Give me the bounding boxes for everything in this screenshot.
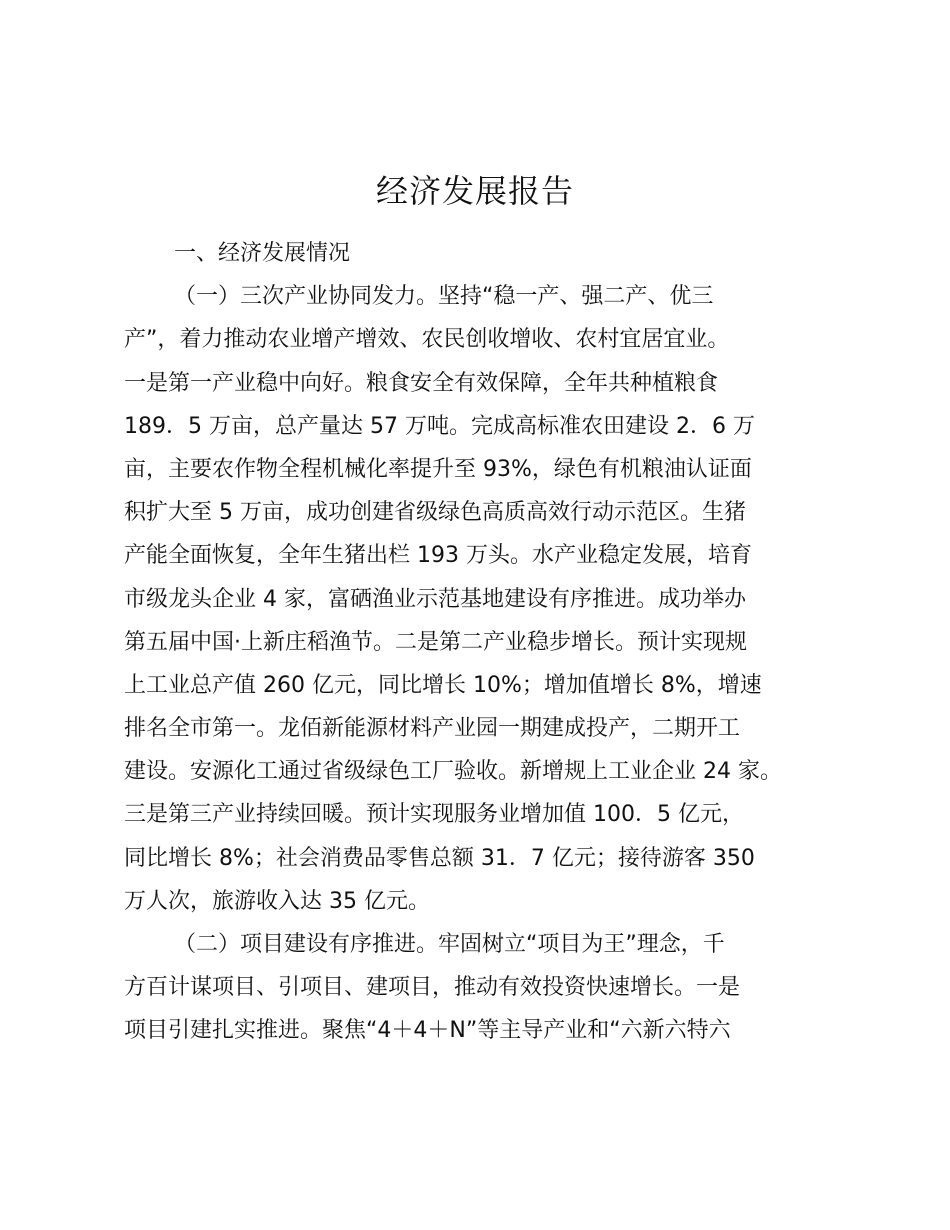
section-heading: 一、经济发展情况 [174,241,351,266]
paragraph-line: 同比增长 8%；社会消费品零售总额 31．7 亿元；接待游客 350 [124,845,755,871]
paragraph-line: 一是第一产业稳中向好。粮食安全有效保障，全年共种植粮食 [124,370,719,396]
paragraph-line: （一）三次产业协同发力。坚持“稳一产、强二产、优三 [174,284,714,310]
paragraph-line: 市级龙头企业 4 家，富硒渔业示范基地建设有序推进。成功举办 [124,586,746,612]
paragraph-line: 项目引建扎实推进。聚焦“4＋4＋N”等主导产业和“六新六特六 [124,1018,731,1044]
paragraph-line: 万人次，旅游收入达 35 亿元。 [124,888,430,914]
document-body [124,232,850,1053]
paragraph-line: 189．5 万亩，总产量达 57 万吨。完成高标准农田建设 2．6 万 [124,413,755,439]
paragraph-line: 产”，着力推动农业增产增效、农民创收增收、农村宜居宜业。 [124,327,730,353]
paragraph-line: 积扩大至 5 万亩，成功创建省级绿色高质高效行动示范区。生猪 [124,500,746,526]
paragraph-line: 上工业总产值 260 亿元，同比增长 10%；增加值增长 8%，增速 [124,672,762,698]
paragraph-line: 亩，主要农作物全程机械化率提升至 93%，绿色有机粮油认证面 [124,456,752,482]
paragraph-line: 第五届中国·上新庄稻渔节。二是第二产业稳步增长。预计实现规 [124,629,747,655]
paragraph-line: 方百计谋项目、引项目、建项目，推动有效投资快速增长。一是 [124,975,741,1001]
paragraph-line: （二）项目建设有序推进。牢固树立“项目为王”理念，千 [174,932,725,957]
paragraph-line: 建设。安源化工通过省级绿色工厂验收。新增规上工业企业 24 家。 [124,759,782,785]
paragraph-line: 排名全市第一。龙佰新能源材料产业园一期建成投产，二期开工 [124,716,741,742]
document-title: 经济发展报告 [375,172,574,210]
paragraph-line: 产能全面恢复，全年生猪出栏 193 万头。水产业稳定发展，培育 [124,543,752,569]
paragraph-line: 三是第三产业持续回暖。预计实现服务业增加值 100．5 亿元， [124,802,744,828]
